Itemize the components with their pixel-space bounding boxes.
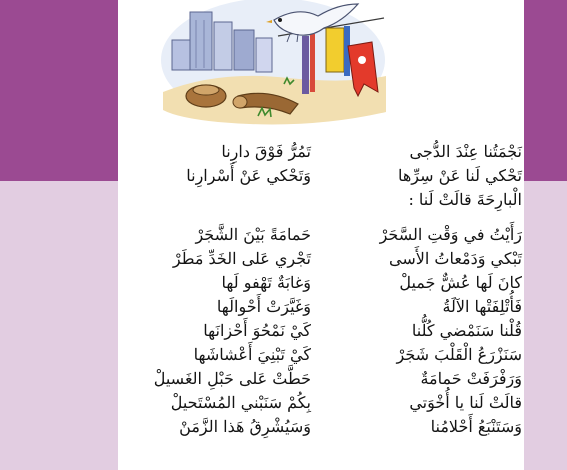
poem-line: كَيْ نَمْحُوَ أَحْزانَها (203, 321, 311, 340)
left-band-dark (0, 0, 118, 181)
poem-line: حَمامَةً بَيْنَ الشَّجَرْ (195, 225, 311, 244)
poem-line: تَحْكي لَنا عَنْ سِرِّها (397, 166, 522, 185)
stanza-gap (372, 212, 522, 223)
poem-line: وَسَتَنْبَعُ أَحْلامُنا (430, 417, 522, 436)
poem-line: نَجْمَتُنا عِنْدَ الدُّجى (409, 142, 522, 161)
poem-line: كانَ لَها عُشٌّ جَميلْ (399, 273, 522, 292)
poem-line-empty (126, 188, 311, 212)
poem-line: تَجْري عَلى الخَدِّ مَطَرْ (172, 249, 311, 268)
poem-line: وَتَحْكي عَنْ أَسْرارِنا (186, 166, 311, 185)
right-band-light (524, 181, 567, 470)
bird-city-clothesline-illustration (158, 0, 388, 132)
poem-line: حَطَّتْ عَلى حَبْلِ الغَسيلْ (153, 369, 311, 388)
poem-line: وَسَيُشْرِقُ هَذا الزَّمَنْ (179, 417, 311, 436)
poem-line: الْبارِحَةَ قالَتْ لَنا : (408, 190, 522, 209)
poem-right-column (372, 140, 522, 439)
poem-line: فَأُتْلِفَتْها الآلَةُ (442, 297, 522, 316)
poem-line: رَأَيْتُ في وَقْتِ السَّحَرْ (379, 225, 522, 244)
poem-line: وَرَفْرَفَتْ حَمامَةٌ (420, 369, 522, 388)
poem-line: تَبْكي وَدَمْعاتُ الأَسى (388, 249, 522, 268)
poem-line: تَمُرُّ فَوْقَ دارِنا (221, 142, 311, 161)
left-band-light (0, 181, 118, 470)
poem-line: كَيْ تَبْنِيَ أَعْشاشَها (193, 345, 311, 364)
poem-line: بِكُمْ سَنَبْني المُسْتَحيلْ (170, 393, 311, 412)
poem-left-column (126, 140, 311, 439)
poem-line: سَنَزْرَعُ الْقَلْبَ شَجَرْ (396, 345, 522, 364)
right-band-dark (524, 0, 567, 181)
poem-line: قالَتْ لَنا يا أُخْوَتي (409, 393, 522, 412)
poem-line: وَغابَةٌ تَهْفو لَها (221, 273, 311, 292)
poem-line: قُلْنا سَنَمْضي كُلُّنا (411, 321, 522, 340)
poem-line: وَغَيَّرَتْ أَحْوالَها (216, 297, 311, 316)
poem (118, 140, 524, 470)
stanza-gap (126, 212, 311, 223)
